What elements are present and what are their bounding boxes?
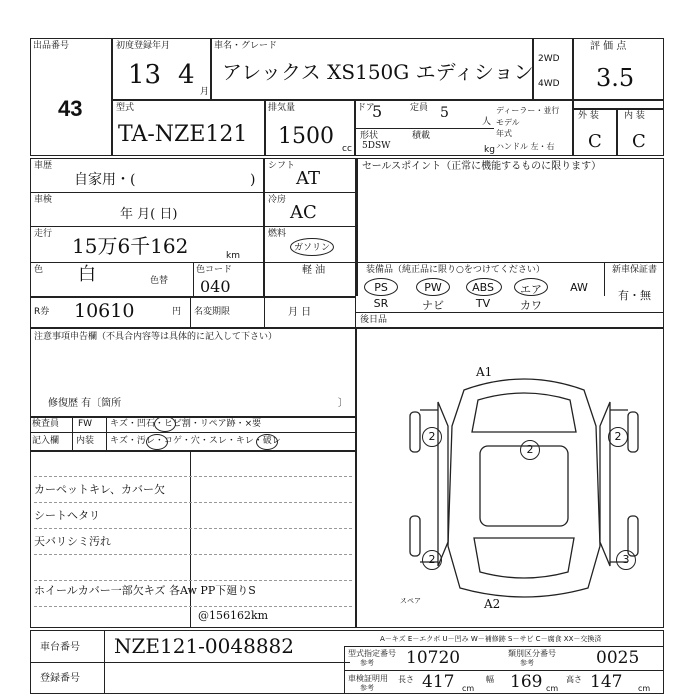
class-value: 0025	[596, 648, 640, 668]
mileage: 15万6千162	[72, 234, 189, 258]
history-value: 自家用・(	[74, 172, 136, 188]
interior-row-label: 内装	[76, 436, 95, 446]
ac-label: 冷房	[268, 195, 287, 205]
height-label: 高さ	[566, 675, 582, 684]
car-diagram	[404, 366, 644, 606]
first-reg-month: 4	[178, 60, 195, 90]
doors-label: ドア	[357, 103, 375, 113]
width-label: 幅	[486, 675, 494, 684]
score: 3.5	[596, 64, 635, 92]
shape: 5DSW	[362, 141, 391, 151]
shift-label: シフト	[268, 161, 296, 171]
recycle: 10610	[74, 300, 135, 322]
fuel-label: 燃料	[268, 229, 287, 239]
recycle-label: R券	[34, 307, 50, 317]
inspection-value: 年 月( 日)	[120, 207, 178, 222]
car-name: アレックス XS150G エディション	[222, 60, 534, 84]
color: 白	[78, 264, 96, 285]
cc-unit: cc	[342, 144, 352, 154]
displacement-label: 排気量	[268, 103, 296, 113]
exterior-score: C	[588, 131, 602, 152]
inspector-label: 検査員	[32, 419, 60, 429]
mileage-label: 走行	[34, 229, 53, 239]
interior-label: 内 装	[624, 111, 645, 121]
equip-label: 装備品（純正品に限り○をつけてください）	[366, 265, 545, 275]
cert-label: 車検証明用	[348, 674, 388, 683]
color-change-label: 色替	[150, 276, 169, 286]
interior-score: C	[632, 131, 646, 152]
capacity: 5	[440, 105, 449, 121]
km-unit: km	[226, 251, 240, 261]
drive-2wd: 2WD	[538, 54, 560, 64]
equip-navi: ナビ	[422, 299, 444, 312]
ac: AC	[290, 202, 317, 223]
first-reg-label: 初度登録年月	[116, 41, 171, 51]
chassis-label: 車台番号	[40, 642, 80, 653]
color-label: 色	[34, 265, 44, 275]
load-label: 積載	[412, 131, 431, 141]
equip-circle-abs	[466, 278, 502, 296]
handle-label: ハンドル 左・右	[496, 142, 555, 151]
equip-pw: PW	[424, 281, 442, 294]
type-label: 型式指定番号	[348, 649, 396, 658]
name-change-label: 名変期限	[194, 307, 231, 317]
fuel-gasoline: ガソリン	[294, 243, 331, 253]
remark-line-5: ホイールカバー一部欠キズ 各Aw PP下廻りS	[34, 584, 256, 597]
equip-circle-ac	[514, 278, 548, 296]
model-year-sub: 年式	[496, 129, 512, 138]
mark-a2: A2	[484, 597, 501, 611]
repair-close: 〕	[338, 398, 348, 409]
equip-abs: ABS	[472, 281, 494, 294]
month-unit: 月	[200, 87, 210, 97]
reg-label: 登録番号	[40, 673, 80, 684]
damage-mark-3: 2	[526, 443, 534, 456]
equip-sr: SR	[373, 297, 389, 310]
score-label: 評 価 点	[590, 41, 627, 52]
history-close: )	[250, 172, 256, 188]
history-label: 車歴	[34, 161, 53, 171]
doors: 5	[372, 102, 383, 121]
entry-label: 記入欄	[32, 436, 60, 446]
remark-line-6: @156162km	[198, 609, 269, 622]
equip-ps: PS	[374, 281, 388, 294]
class-label: 類別区分番号	[508, 649, 556, 658]
class-sub: 参考	[520, 659, 534, 667]
lot-number-label: 出品番号	[33, 41, 70, 51]
fuel-circle	[290, 238, 334, 256]
drive-4wd: 4WD	[538, 79, 560, 89]
width: 169	[510, 672, 543, 692]
equip-tv: TV	[475, 297, 491, 310]
warranty-label: 新車保証書	[612, 265, 658, 275]
mark-a1: A1	[476, 365, 493, 379]
legend: A－キズ E－エクボ U－凹み W－補修跡 S－サビ C－腐食 XX－交換済	[380, 635, 602, 643]
exterior-label: 外 装	[578, 111, 599, 121]
fw-label: FW	[78, 419, 93, 429]
fuel-diesel: 軽 油	[302, 265, 326, 276]
sales-point-label: セールスポイント（正常に機能するものに限ります）	[362, 161, 602, 172]
equip-circle-ps	[364, 278, 398, 296]
shape-label: 形状	[360, 131, 379, 141]
cert-sub: 参考	[360, 684, 374, 692]
color-code: 040	[200, 277, 231, 296]
damage-mark-4: 2	[428, 553, 436, 566]
spare-label: スペア	[400, 597, 421, 605]
length-label: 長さ	[398, 675, 414, 684]
kg-unit: kg	[484, 145, 495, 155]
equip-circle-pw	[416, 278, 450, 296]
equip-leather: カワ	[520, 299, 542, 312]
damage-mark-5: 3	[622, 553, 630, 566]
type-sub: 参考	[360, 659, 374, 667]
dealer-label: ディーラー・並行	[496, 106, 560, 115]
remark-line-3: 天バリシミ汚れ	[34, 535, 111, 548]
length: 417	[422, 672, 455, 692]
damage-mark-1: 2	[428, 430, 436, 443]
chassis-number: NZE121-0048882	[114, 634, 294, 658]
remark-line-1: カーペットキレ、カバー欠	[34, 483, 166, 496]
model-label: 型式	[116, 103, 135, 113]
equip-ac: エア	[520, 283, 542, 296]
rear-seat-label: 後日品	[360, 315, 388, 325]
capacity-unit: 人	[482, 117, 492, 127]
model: TA-NZE121	[118, 122, 248, 147]
remark-line-2: シートヘタリ	[34, 509, 100, 522]
inspection-label: 車検	[34, 195, 53, 205]
yen-unit: 円	[172, 307, 182, 317]
type-value: 10720	[406, 648, 461, 668]
shift: AT	[296, 168, 321, 189]
color-code-label: 色コード	[196, 265, 233, 275]
first-reg-year: 13	[128, 60, 162, 90]
height: 147	[590, 672, 623, 692]
interior-mark-circle-1	[146, 434, 168, 450]
capacity-label: 定員	[410, 103, 429, 113]
length-unit: cm	[462, 684, 475, 693]
warranty-value: 有・無	[618, 289, 651, 302]
fw-items: キズ・凹石・ヒビ割・リペア跡・×要	[110, 419, 262, 429]
interior-items: キズ・汚レ・コゲ・穴・スレ・キレ・破レ	[110, 436, 281, 446]
lot-number: 43	[58, 96, 83, 121]
equip-aw: AW	[570, 281, 588, 294]
model-year-label: モデル	[496, 118, 520, 127]
width-unit: cm	[546, 684, 559, 693]
interior-mark-circle-2	[256, 434, 278, 450]
fw-mark-circle	[154, 416, 176, 432]
height-unit: cm	[638, 684, 651, 693]
name-change-value: 月 日	[288, 307, 312, 318]
notes-label: 注意事項申告欄（不具合内容等は具体的に記入して下さい）	[34, 332, 278, 342]
car-name-label: 車名・グレード	[214, 41, 278, 51]
damage-mark-2: 2	[614, 430, 622, 443]
displacement: 1500	[278, 124, 334, 149]
repair-label: 修復歴 有〔箇所	[48, 398, 122, 409]
